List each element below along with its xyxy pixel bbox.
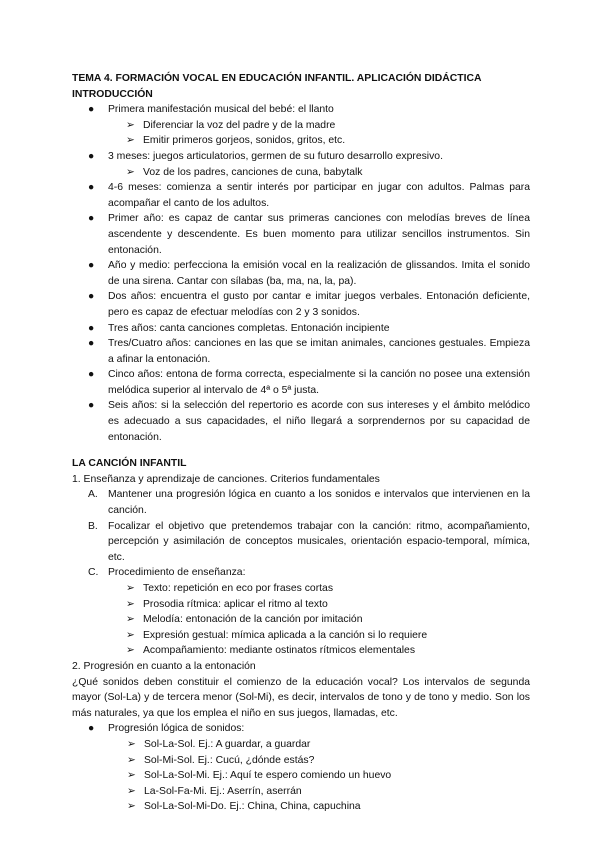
procedure-item: [72, 612, 530, 628]
progression-label: Progresión lógica de sonidos:: [108, 723, 245, 735]
bullet-icon: ●: [88, 400, 95, 412]
progression-item-text: Sol-La-Sol-Mi-Do. Ej.: China, China, capuchina: [144, 801, 361, 813]
arrow-icon: ➢: [126, 598, 135, 610]
arrow-icon: ➢: [127, 754, 136, 766]
progression-item: [72, 737, 530, 753]
intro-bullet: [72, 180, 530, 211]
intro-subitem-text: Emitir primeros gorjeos, sonidos, gritos, etc.: [143, 135, 346, 147]
intro-bullet-text: 3 meses: juegos articulatorios, germen de su futuro desarrollo expresivo.: [108, 150, 443, 162]
arrow-icon: ➢: [126, 645, 135, 657]
arrow-icon: ➢: [126, 629, 135, 641]
arrow-icon: ➢: [126, 135, 135, 147]
procedure-item: [72, 597, 530, 613]
procedure-item: [72, 581, 530, 597]
criterion-item: [72, 487, 530, 518]
criterion-marker: B.: [88, 520, 98, 532]
arrow-icon: ➢: [126, 614, 135, 626]
intro-bullet-text: Cinco años: entona de forma correcta, especialmente si la canción no posee una extensión melódica superior al intervalo de 4ª o 5ª justa.: [108, 369, 530, 396]
section-heading: LA CANCIÓN INFANTIL: [72, 458, 187, 470]
progression-item-text: Sol-La-Sol. Ej.: A guardar, a guardar: [144, 738, 311, 750]
arrow-icon: ➢: [127, 785, 136, 797]
bullet-icon: ●: [88, 723, 95, 735]
procedure-item-text: Expresión gestual: mímica aplicada a la canción si lo requiere: [143, 629, 428, 641]
document-title: TEMA 4. FORMACIÓN VOCAL EN EDUCACIÓN INFANTIL. APLICACIÓN DIDÁCTICA: [72, 73, 482, 84]
intro-bullet-text: 4-6 meses: comienza a sentir interés por participar en jugar con adultos. Palmas para acompañar el canto de los adultos.: [108, 182, 530, 209]
procedure-item-text: Prosodia rítmica: aplicar el ritmo al texto: [143, 598, 328, 610]
bullet-icon: ●: [88, 369, 95, 381]
arrow-icon: ➢: [127, 801, 136, 813]
criterion-marker: A.: [88, 489, 98, 501]
subsection-title: 2. Progresión en cuanto a la entonación: [72, 660, 256, 672]
progression-item-text: Sol-La-Sol-Mi. Ej.: Aquí te espero comiendo un huevo: [144, 770, 392, 782]
bullet-icon: ●: [88, 322, 95, 334]
intro-subitem-text: Voz de los padres, canciones de cuna, babytalk: [143, 166, 363, 178]
progression-bullet: [72, 721, 530, 737]
intro-bullet: [72, 336, 530, 367]
intro-subitem: [72, 133, 530, 149]
intro-bullet: [72, 149, 530, 165]
bullet-icon: ●: [88, 213, 95, 225]
criterion-item: [72, 519, 530, 566]
intro-heading: INTRODUCCIÓN: [72, 88, 153, 100]
intro-bullet: [72, 102, 530, 118]
progression-item: [72, 784, 530, 800]
intro-bullet-text: Primera manifestación musical del bebé: el llanto: [108, 104, 334, 116]
bullet-icon: ●: [88, 291, 95, 303]
bullet-icon: ●: [88, 150, 95, 162]
criterion-item: [72, 565, 530, 581]
intro-bullet: [72, 321, 530, 337]
intro-bullet: [72, 398, 530, 445]
arrow-icon: ➢: [126, 583, 135, 594]
intro-bullet-text: Tres/Cuatro años: canciones en las que se imitan animales, canciones gestuales. Empieza a afinar la entonación.: [108, 338, 530, 365]
arrow-icon: ➢: [127, 738, 136, 750]
intro-bullet-text: Primer año: es capaz de cantar sus primeras canciones con melodías breves de línea ascendente y descendente. Es buen momento para utilizar sencillos instrumentos. Sin entonación.: [108, 213, 530, 256]
procedure-item-text: Melodía: entonación de la canción por imitación: [143, 614, 363, 626]
intro-subitem: [72, 118, 530, 134]
criterion-text: Focalizar el objetivo que pretendemos trabajar con la canción: ritmo, acompañamiento, percepción y asimilación de conceptos musicales, orientación espacio-temporal, mímica, etc.: [108, 520, 530, 563]
procedure-item: [72, 643, 530, 659]
intro-subitem: [72, 165, 530, 181]
progression-item: [72, 768, 530, 784]
criterion-marker: C.: [88, 567, 99, 579]
intro-bullet-text: Dos años: encuentra el gusto por cantar e imitar juegos verbales. Entonación deficiente, pero es capaz de efectuar melodías con 2 y 3 sonidos.: [108, 291, 530, 318]
intro-bullet-text: Tres años: canta canciones completas. Entonación incipiente: [108, 322, 390, 334]
progression-item-text: Sol-Mi-Sol. Ej.: Cucú, ¿dónde estás?: [144, 754, 315, 766]
bullet-icon: ●: [88, 338, 95, 350]
procedure-item: [72, 628, 530, 644]
intro-bullet-text: Seis años: si la selección del repertorio es acorde con sus intereses y el ámbito melódico es adecuado a sus capacidades, el niño llegará a sorprendernos por su capacidad de entonación.: [108, 400, 530, 443]
arrow-icon: ➢: [126, 166, 135, 178]
intro-bullet: [72, 289, 530, 320]
arrow-icon: ➢: [126, 119, 135, 131]
intro-subitem-text: Diferenciar la voz del padre y de la madre: [143, 119, 336, 131]
procedure-item-text: Acompañamiento: mediante ostinatos rítmicos elementales: [143, 645, 416, 657]
progression-item: [72, 799, 530, 815]
subsection-title: 1. Enseñanza y aprendizaje de canciones. Criterios fundamentales: [72, 473, 380, 485]
progression-item-text: La-Sol-Fa-Mi. Ej.: Aserrín, aserrán: [144, 785, 302, 797]
bullet-icon: ●: [88, 182, 95, 194]
arrow-icon: ➢: [127, 770, 136, 782]
intro-bullet: [72, 367, 530, 398]
bullet-icon: ●: [88, 104, 95, 116]
intro-bullet: [72, 258, 530, 289]
intro-bullet-text: Año y medio: perfecciona la emisión vocal en la realización de glissandos. Imita el sonido de una sirena. Cantar con sílabas (ba, ma, na, la, pa).: [108, 260, 530, 287]
criterion-text: Procedimiento de enseñanza:: [108, 567, 246, 579]
progression-item: [72, 753, 530, 769]
paragraph: ¿Qué sonidos deben constituir el comienzo de la educación vocal? Los intervalos de segunda mayor (Sol-La) y de tercera menor (Sol-Mi), es decir, intervalos de tono y de tono y medio. Son los más naturales, ya que los emplea el niño en sus juegos, llamadas, etc.: [72, 676, 530, 719]
criterion-text: Mantener una progresión lógica en cuanto a los sonidos e intervalos que intervienen en la canción.: [108, 489, 530, 517]
procedure-item-text: Texto: repetición en eco por frases cortas: [143, 583, 334, 594]
document-content: [72, 71, 530, 815]
intro-bullet: [72, 211, 530, 258]
bullet-icon: ●: [88, 260, 95, 272]
